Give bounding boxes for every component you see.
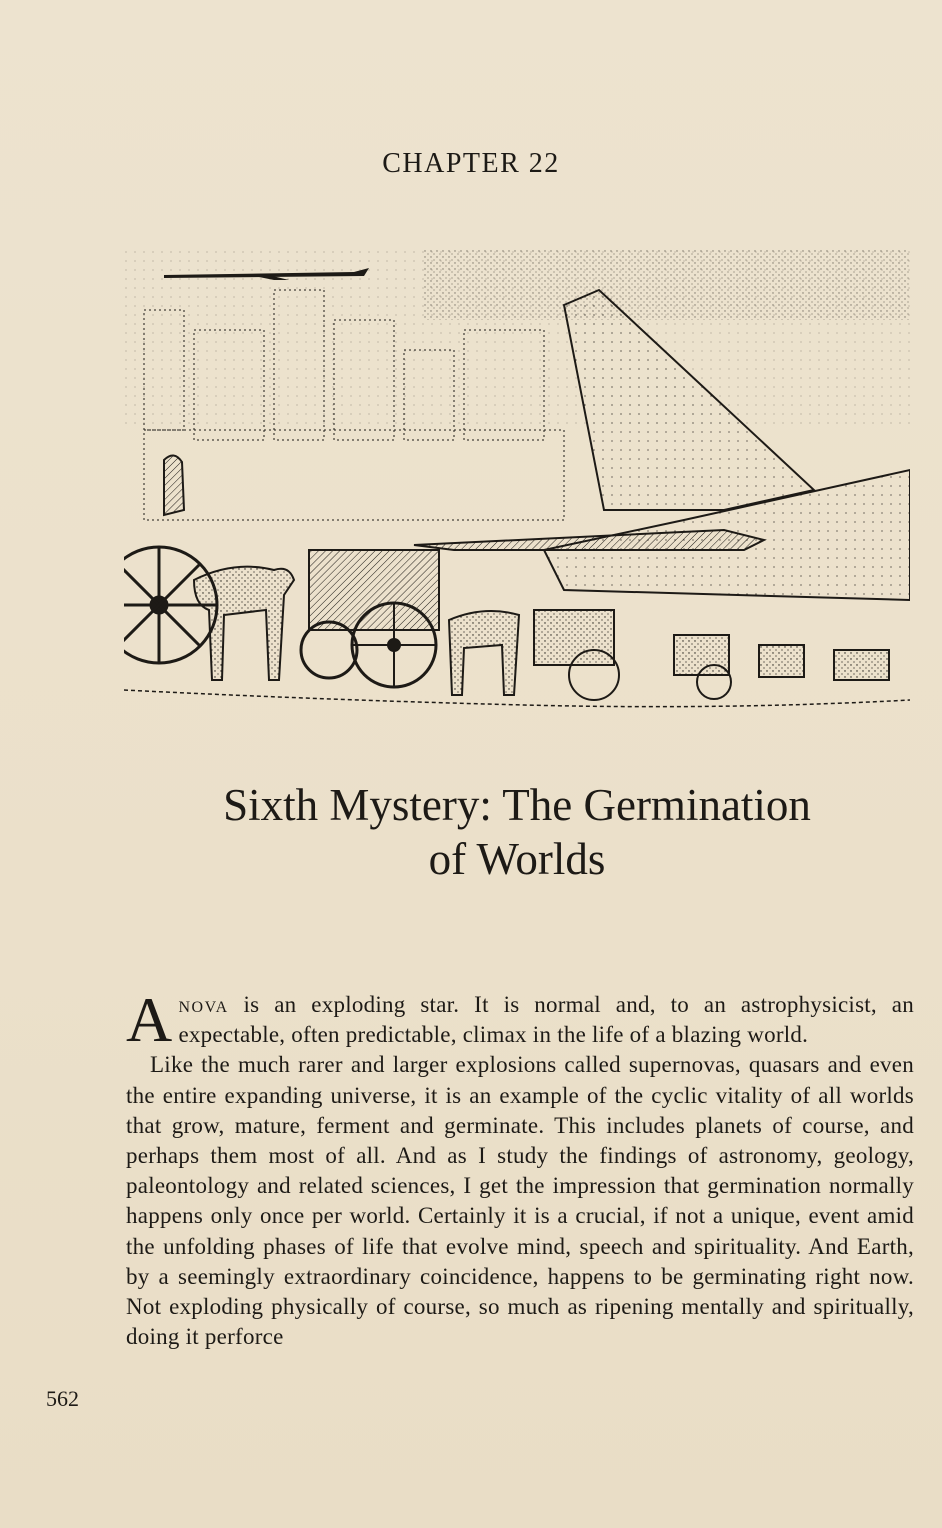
chapter-illustration-image	[124, 250, 910, 715]
drop-cap: A	[126, 984, 173, 1055]
paragraph-2: Like the much rarer and larger explosions called supernovas, quasars and even the entire expanding universe, it is an example of the cyclic vitality of all worlds that grow, mature, ferment and germinate. This includes planets of course, and perhaps them most of all. And as I study the findings of astronomy, geology, paleontology and related sciences, I get the impression that germination normally happens only once per world. Certainly it is a crucial, if not a unique, event amid the unfolding phases of life that evolve mind, speech and spirituality. And Earth, by a seemingly extraordinary coincidence, happens to be germinating right now. Not exploding physically of course, so much as ripening mentally and spiritually, doing it perforce	[126, 1052, 914, 1350]
small-caps-word: nova	[178, 992, 229, 1017]
paragraph-1-text: is an exploding star. It is normal and, to an astrophysicist, an expectable, often predictable, climax in the life of a blazing world.	[178, 992, 914, 1048]
chapter-title	[120, 778, 914, 886]
chapter-title-line-2: of Worlds	[428, 834, 606, 884]
paragraph-1	[126, 984, 914, 1055]
body-text	[126, 984, 914, 1352]
page-number: 562	[46, 1386, 79, 1411]
chapter-title-line-1: Sixth Mystery: The Germination	[223, 780, 811, 830]
chapter-heading: CHAPTER 22	[382, 148, 560, 179]
